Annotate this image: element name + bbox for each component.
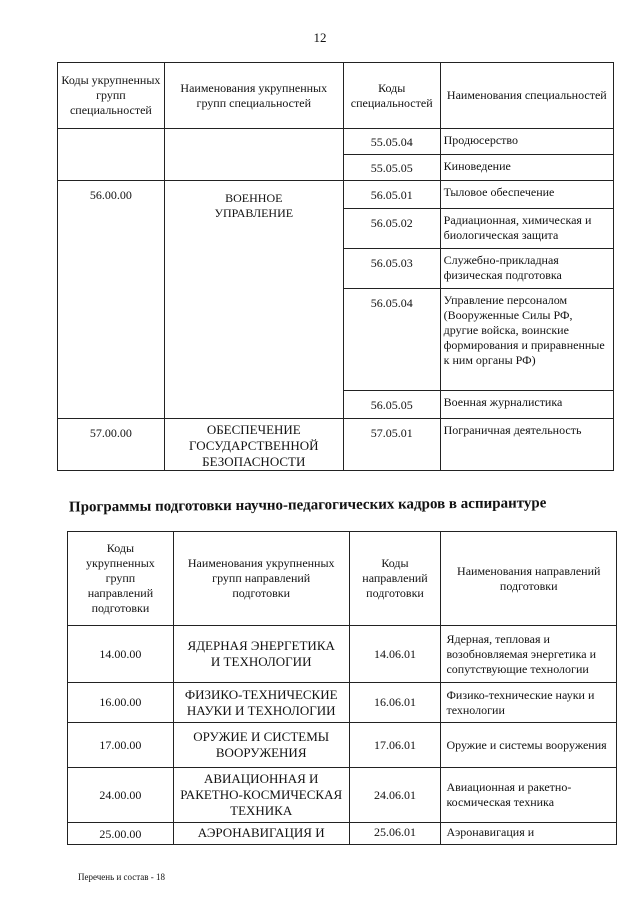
dir-code-cell: 16.06.01 [349, 683, 441, 723]
spec-name-cell: Служебно-прикладная физическая подготовка [440, 249, 613, 289]
group-name-cell: ЯДЕРНАЯ ЭНЕРГЕТИКА И ТЕХНОЛОГИИ [173, 626, 349, 683]
dir-name-cell: Физико-технические науки и технологии [441, 683, 617, 723]
dir-name-cell: Аэронавигация и [441, 823, 617, 845]
dir-code-cell: 24.06.01 [349, 768, 441, 823]
header-spec-names: Наименования специальностей [440, 63, 613, 129]
dir-code-cell: 14.06.01 [349, 626, 441, 683]
group-name-cell: АЭРОНАВИГАЦИЯ И [173, 823, 349, 845]
table-row [68, 626, 617, 683]
group-code-cell: 56.00.00 [58, 181, 165, 419]
spec-code-cell: 57.05.01 [343, 419, 440, 471]
spec-name-cell: Продюсерство [440, 129, 613, 155]
spec-name-cell: Киноведение [440, 155, 613, 181]
header-group-codes: Коды укрупненных групп направлений подготовки [68, 532, 174, 626]
spec-name-cell: Пограничная деятельность [440, 419, 613, 471]
group-code-cell: 17.00.00 [68, 723, 174, 768]
spec-name-cell: Военная журналистика [440, 391, 613, 419]
specialties-table [57, 62, 614, 471]
table-row [68, 683, 617, 723]
group-name-cell: ОБЕСПЕЧЕНИЕ ГОСУДАРСТВЕННОЙ БЕЗОПАСНОСТИ [164, 419, 343, 471]
table-row [58, 419, 614, 471]
spec-name-cell: Тыловое обеспечение [440, 181, 613, 209]
group-code-cell: 14.00.00 [68, 626, 174, 683]
spec-name-cell: Управление персоналом (Вооруженные Силы РФ, другие войска, воинские формирования и приравненные к ним органы РФ) [440, 289, 613, 391]
spec-code-cell: 55.05.05 [343, 155, 440, 181]
dir-name-cell: Оружие и системы вооружения [441, 723, 617, 768]
table-row [58, 181, 614, 209]
spec-code-cell: 56.05.02 [343, 209, 440, 249]
group-code-cell: 24.00.00 [68, 768, 174, 823]
header-group-codes: Коды укрупненных групп специальностей [58, 63, 165, 129]
spec-code-cell: 56.05.03 [343, 249, 440, 289]
header-group-names: Наименования укрупненных групп направлений подготовки [173, 532, 349, 626]
dir-name-cell: Ядерная, тепловая и возобновляемая энергетика и сопутствующие технологии [441, 626, 617, 683]
page-number: 12 [313, 30, 327, 45]
footer-note: Перечень и состав - 18 [78, 872, 166, 882]
spec-code-cell: 56.05.04 [343, 289, 440, 391]
header-dir-codes: Коды направлений подготовки [349, 532, 441, 626]
table-row [58, 129, 614, 155]
group-code-cell: 25.00.00 [68, 823, 174, 845]
table-row [68, 723, 617, 768]
dir-code-cell: 17.06.01 [349, 723, 441, 768]
group-code-cell: 16.00.00 [68, 683, 174, 723]
group-name-cell: ОРУЖИЕ И СИСТЕМЫ ВООРУЖЕНИЯ [173, 723, 349, 768]
group-code-cell [58, 129, 165, 181]
postgraduate-table [67, 531, 617, 845]
group-code-cell: 57.00.00 [58, 419, 165, 471]
group-name-cell: АВИАЦИОННАЯ И РАКЕТНО-КОСМИЧЕСКАЯ ТЕХНИКА [173, 768, 349, 823]
spec-code-cell: 56.05.01 [343, 181, 440, 209]
header-group-names: Наименования укрупненных групп специальностей [164, 63, 343, 129]
header-spec-codes: Коды специальностей [343, 63, 440, 129]
section-title: Программы подготовки научно-педагогических кадров в аспирантуре [68, 495, 547, 516]
group-name-cell: ФИЗИКО-ТЕХНИЧЕСКИЕ НАУКИ И ТЕХНОЛОГИИ [173, 683, 349, 723]
group-name-cell: ВОЕННОЕ УПРАВЛЕНИЕ [164, 181, 343, 419]
table-row [68, 768, 617, 823]
dir-code-cell: 25.06.01 [349, 823, 441, 845]
group-name-cell [164, 129, 343, 181]
dir-name-cell: Авиационная и ракетно-космическая техника [441, 768, 617, 823]
spec-name-cell: Радиационная, химическая и биологическая защита [440, 209, 613, 249]
table-row [68, 823, 617, 845]
spec-code-cell: 55.05.04 [343, 129, 440, 155]
spec-code-cell: 56.05.05 [343, 391, 440, 419]
header-dir-names: Наименования направлений подготовки [441, 532, 617, 626]
table-header-row [58, 63, 614, 129]
table-header-row [68, 532, 617, 626]
